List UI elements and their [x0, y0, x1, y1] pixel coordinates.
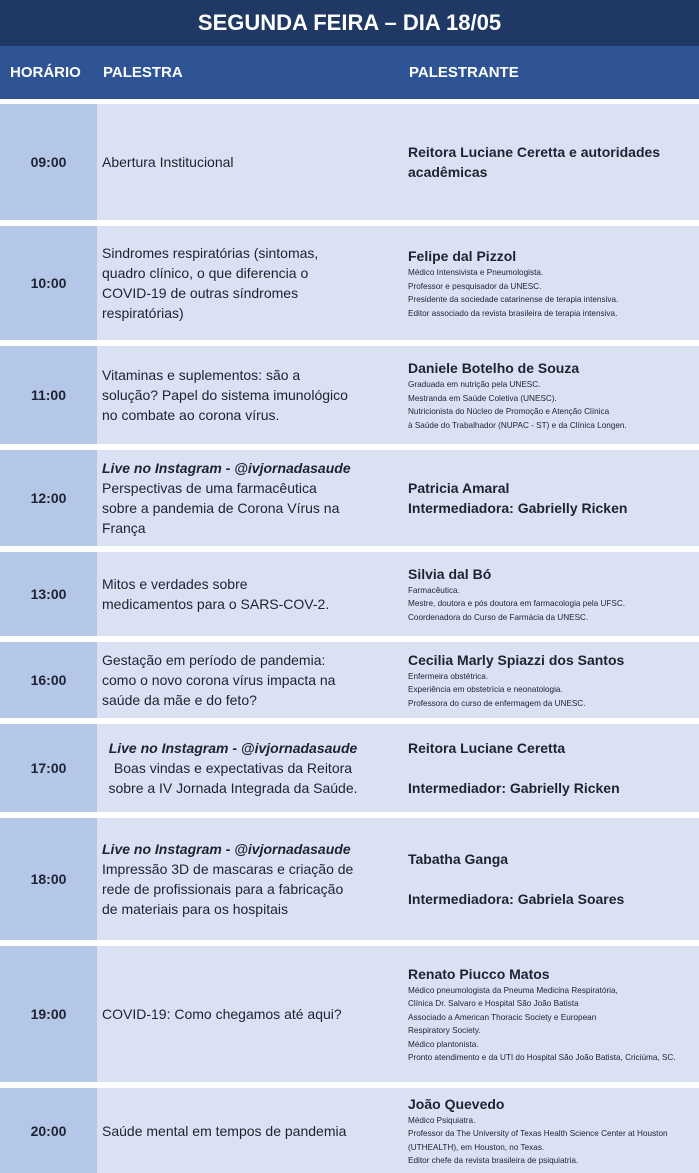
talk-line: sobre a IV Jornada Integrada da Saúde. — [108, 780, 358, 796]
speaker-detail: Enfermeira obstétrica. — [408, 671, 489, 681]
talk-line: respiratórias) — [102, 305, 184, 321]
talk-line: França — [102, 520, 146, 536]
header-talk: PALESTRA — [103, 64, 183, 81]
time-cell: 18:00 — [0, 818, 97, 940]
talk-line: Abertura Institucional — [102, 154, 234, 170]
time-cell: 11:00 — [0, 346, 97, 444]
talk-line: saúde da mãe e do feto? — [102, 692, 257, 708]
speaker-detail: Professor da The University of Texas Health Science Center at Houston — [408, 1129, 668, 1138]
talk-line: sobre a pandemia de Corona Vírus na — [102, 500, 340, 516]
speaker-detail: Médico Psiquiatra. — [408, 1115, 476, 1125]
table-row — [0, 818, 699, 940]
time-cell: 12:00 — [0, 450, 97, 546]
speaker-name: Renato Piucco Matos — [408, 965, 550, 982]
speaker-cell — [408, 226, 698, 340]
speaker-cell — [408, 104, 698, 220]
speaker-detail: Professor e pesquisador da UNESC. — [408, 281, 542, 291]
speaker-moderator: Intermediadora: Gabrielly Ricken — [408, 500, 628, 516]
speaker-cell — [408, 450, 698, 546]
speaker-cell — [408, 346, 698, 444]
speaker-detail: Clínica Dr. Salvaro e Hospital São João Batista — [408, 999, 579, 1008]
speaker-detail: Professora do curso de enfermagem da UNESC. — [408, 698, 586, 708]
talk-cell — [102, 724, 364, 812]
speaker-cell — [408, 642, 698, 718]
spacer — [408, 758, 698, 778]
table-row — [0, 946, 699, 1082]
talk-cell — [102, 104, 364, 220]
time-cell: 10:00 — [0, 226, 97, 340]
speaker-detail: Presidente da sociedade catarinense de terapia intensiva. — [408, 295, 619, 304]
talk-line: Perspectivas de uma farmacêutica — [102, 480, 317, 496]
speaker-detail: Médico Intensivista e Pneumologista. — [408, 268, 544, 277]
talk-line: COVID-19: Como chegamos até aqui? — [102, 1006, 342, 1022]
speaker-name: Daniele Botelho de Souza — [408, 360, 580, 376]
talk-line: solução? Papel do sistema imunológico — [102, 387, 348, 403]
table-row — [0, 552, 699, 636]
talk-cell — [102, 642, 364, 718]
talk-line: Mitos e verdades sobre — [102, 576, 248, 592]
speaker-detail: à Saúde do Trabalhador (NUPAC - ST) e da Clínica Longen. — [408, 420, 627, 430]
speaker-detail: Pronto atendimento e da UTI do Hospital São João Batista, Criciúma, SC. — [408, 1053, 676, 1062]
speaker-detail: Editor chefe da revista brasileira de psiquiatria. — [408, 1156, 579, 1165]
speaker-name: Reitora Luciane Ceretta e autoridades — [408, 144, 661, 160]
speaker-name: João Quevedo — [408, 1095, 505, 1112]
page-title: SEGUNDA FEIRA – DIA 18/05 — [0, 0, 699, 46]
speaker-detail: Editor associado da revista brasileira de terapia intensiva. — [408, 308, 618, 318]
speaker-detail: Associado a American Thoracic Society e European — [408, 1012, 597, 1022]
table-row — [0, 226, 699, 340]
table-row — [0, 724, 699, 812]
talk-line: como o novo corona vírus impacta na — [102, 672, 336, 688]
speaker-moderator: Intermediador: Gabrielly Ricken — [408, 780, 620, 796]
talk-cell — [102, 946, 364, 1082]
speaker-name: Felipe dal Pizzol — [408, 248, 517, 264]
talk-cell — [102, 226, 364, 340]
talk-cell — [102, 1088, 364, 1173]
talk-line: Gestação em período de pandemia: — [102, 652, 326, 668]
table-row — [0, 104, 699, 220]
talk-line: Boas vindas e expectativas da Reitora — [113, 760, 353, 776]
speaker-name: Cecilia Marly Spiazzi dos Santos — [408, 651, 625, 668]
speaker-name: Patricia Amaral — [408, 480, 510, 496]
table-row — [0, 642, 699, 718]
table-row — [0, 346, 699, 444]
live-label: Live no Instagram - @ivjornadasaude — [102, 841, 351, 857]
talk-line: COVID-19 de outras síndromes — [102, 285, 299, 301]
speaker-detail: Graduada em nutrição pela UNESC. — [408, 380, 541, 389]
talk-cell — [102, 818, 364, 940]
speaker-detail: Coordenadora do Curso de Farmácia da UNESC. — [408, 612, 589, 622]
speaker-detail: Médico plantonista. — [408, 1039, 479, 1049]
speaker-name: Reitora Luciane Ceretta — [408, 740, 566, 756]
time-cell: 09:00 — [0, 104, 97, 220]
live-label: Live no Instagram - @ivjornadasaude — [108, 740, 358, 756]
speaker-moderator: Intermediadora: Gabriela Soares — [408, 891, 625, 907]
talk-line: Sindromes respiratórias (sintomas, — [102, 245, 319, 261]
live-label: Live no Instagram - @ivjornadasaude — [102, 460, 351, 476]
speaker-detail: Mestranda em Saúde Coletiva (UNESC). — [408, 393, 557, 403]
talk-cell — [102, 346, 364, 444]
talk-line: de materiais para os hospitais — [102, 901, 288, 917]
speaker-name: Tabatha Ganga — [408, 851, 509, 867]
talk-line: medicamentos para o SARS-COV-2. — [102, 596, 330, 612]
speaker-cell — [408, 1088, 698, 1173]
speaker-detail: Nutricionista do Núcleo de Promoção e Atenção Clínica — [408, 407, 610, 416]
talk-line: Impressão 3D de mascaras e criação de — [102, 861, 354, 877]
talk-line: Saúde mental em tempos de pandemia — [102, 1122, 347, 1139]
speaker-detail: Médico pneumologista da Pneuma Medicina Respiratória, — [408, 985, 618, 995]
speaker-cell — [408, 946, 698, 1082]
header-time: HORÁRIO — [10, 64, 81, 81]
speaker-detail: Respiratory Society. — [408, 1026, 481, 1035]
speaker-cell — [408, 724, 698, 812]
spacer — [408, 869, 698, 889]
time-cell: 19:00 — [0, 946, 97, 1082]
time-cell: 20:00 — [0, 1088, 97, 1173]
time-cell: 17:00 — [0, 724, 97, 812]
speaker-name: Silvia dal Bó — [408, 565, 492, 582]
speaker-cell — [408, 818, 698, 940]
talk-line: quadro clínico, o que diferencia o — [102, 265, 309, 281]
speaker-detail: Experiência em obstetrícia e neonatologia. — [408, 685, 563, 695]
table-row — [0, 1088, 699, 1173]
talk-cell — [102, 552, 364, 636]
speaker-detail: Farmacêutica. — [408, 585, 460, 595]
speaker-cell — [408, 552, 698, 636]
speaker-detail: (UTHEALTH), em Houston, no Texas. — [408, 1142, 545, 1152]
time-cell: 16:00 — [0, 642, 97, 718]
talk-cell — [102, 450, 364, 546]
table-header — [0, 46, 699, 99]
table-row — [0, 450, 699, 546]
talk-line: no combate ao corona vírus. — [102, 407, 280, 423]
speaker-detail: Mestre, doutora e pós doutora em farmacologia pela UFSC. — [408, 599, 626, 609]
talk-line: Vitaminas e suplementos: são a — [102, 367, 301, 383]
talk-line: rede de profissionais para a fabricação — [102, 881, 344, 897]
time-cell: 13:00 — [0, 552, 97, 636]
header-speaker: PALESTRANTE — [409, 64, 519, 81]
speaker-name: acadêmicas — [408, 164, 488, 180]
